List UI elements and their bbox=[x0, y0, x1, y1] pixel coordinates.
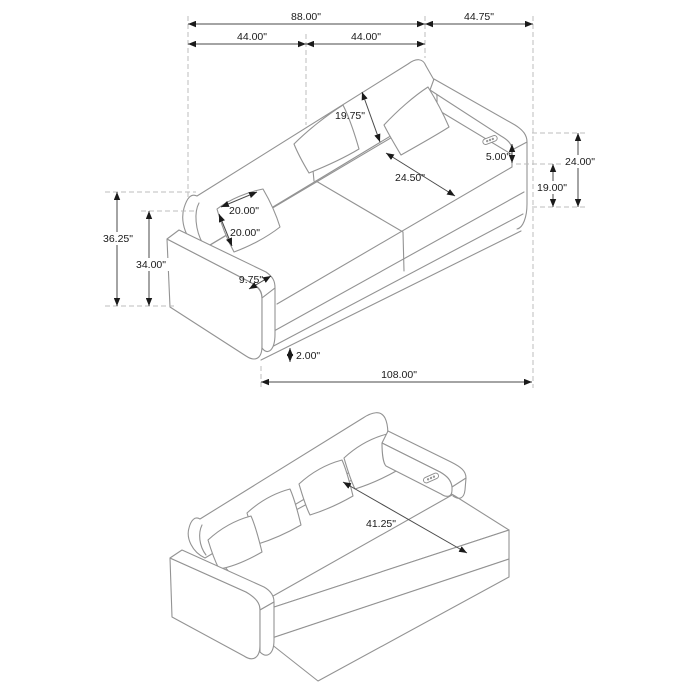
dimension-overall-height bbox=[99, 192, 138, 306]
left-armrest-front bbox=[262, 288, 275, 352]
dimension-label: 20.00" bbox=[229, 227, 261, 239]
sleeper-open-view bbox=[170, 413, 509, 681]
base-bottom-edge bbox=[261, 231, 521, 360]
dimension-label: 88.00" bbox=[290, 11, 322, 23]
dimension-seat-section-right bbox=[306, 31, 425, 44]
dimension-depth bbox=[425, 11, 533, 24]
dimension-label: 2.00" bbox=[296, 350, 321, 362]
assembled-sofa-view bbox=[167, 60, 527, 360]
dimension-seat-section-left bbox=[188, 31, 306, 44]
dimension-arm-height bbox=[562, 133, 599, 207]
usb-port-icon bbox=[482, 135, 498, 146]
extension-lines bbox=[102, 16, 586, 388]
dimension-seat-depth bbox=[386, 153, 455, 196]
base-rail-line bbox=[266, 214, 523, 350]
dimension-label: 24.50" bbox=[394, 172, 426, 184]
dimension-label: 34.00" bbox=[135, 259, 167, 271]
dimension-label: 41.25" bbox=[365, 518, 397, 530]
dimension-total-length bbox=[261, 369, 532, 382]
seat-center-seam bbox=[316, 181, 404, 271]
dimension-label: 44.00" bbox=[236, 31, 268, 43]
dimension-label: 9.75" bbox=[238, 274, 264, 286]
dimension-label: 36.25" bbox=[102, 233, 134, 245]
dimension-back-cushion-height bbox=[132, 211, 169, 306]
seat-front-edge bbox=[277, 167, 512, 304]
dimension-label: 19.75" bbox=[334, 110, 366, 122]
dimension-label: 19.00" bbox=[536, 182, 568, 194]
dimension-label: 44.75" bbox=[463, 11, 495, 23]
dimension-label: 108.00" bbox=[381, 369, 417, 381]
dimension-label: 24.00" bbox=[564, 156, 596, 168]
dimension-seat-height bbox=[534, 164, 571, 207]
seat-front-band-line bbox=[274, 192, 524, 331]
dimension-label: 44.00" bbox=[350, 31, 382, 43]
dimension-label: 20.00" bbox=[228, 205, 260, 217]
dimension-overall-width bbox=[188, 11, 425, 24]
left-armrest-front bbox=[260, 602, 274, 655]
dimension-label: 5.00" bbox=[485, 151, 511, 163]
dimension-base-height bbox=[290, 348, 320, 362]
